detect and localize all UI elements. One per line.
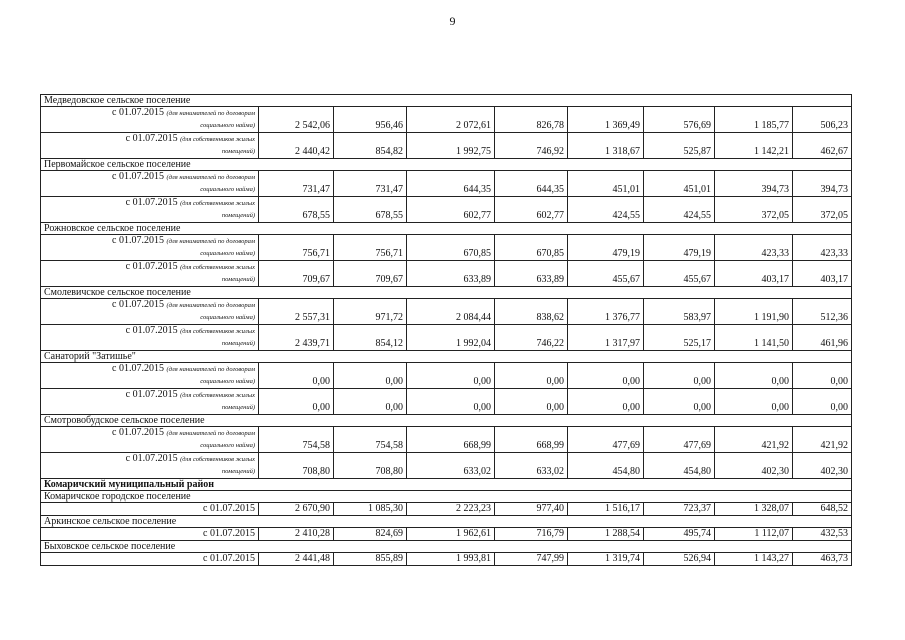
tariff-value-cell: 0,00 — [715, 363, 793, 389]
row-note: (для собственников жилых — [180, 392, 255, 399]
tariff-value-cell: 731,47 — [259, 171, 334, 197]
tariff-value-cell: 678,55 — [259, 197, 334, 223]
tariff-value-cell: 454,80 — [644, 453, 715, 479]
tariff-value-cell: 432,53 — [793, 528, 852, 541]
row-note-continued: помещений) — [221, 212, 255, 219]
tariff-value-cell: 525,17 — [644, 325, 715, 351]
tariff-value-cell: 0,00 — [495, 389, 568, 415]
tariff-value-cell: 0,00 — [259, 389, 334, 415]
district-header-row — [41, 479, 852, 491]
effective-date: с 01.07.2015 — [112, 235, 164, 246]
tariff-value-cell: 1 085,30 — [334, 503, 407, 516]
row-note: (для нанимателей по договорам — [166, 238, 255, 245]
tariff-value-cell: 826,78 — [495, 107, 568, 133]
tariff-value-cell: 421,92 — [793, 427, 852, 453]
row-note-continued: социального найма) — [200, 442, 255, 449]
tariff-value-cell: 506,23 — [793, 107, 852, 133]
row-label — [41, 261, 259, 287]
tariff-value-cell: 754,58 — [334, 427, 407, 453]
row-label — [41, 235, 259, 261]
effective-date: с 01.07.2015 — [203, 528, 255, 539]
tariff-value-cell: 0,00 — [259, 363, 334, 389]
tariff-value-cell: 633,89 — [407, 261, 495, 287]
tariff-value-cell: 372,05 — [715, 197, 793, 223]
section-title: Комаричское городское поселение — [41, 491, 852, 503]
section-title: Смолевичское сельское поселение — [41, 287, 852, 299]
section-title: Комаричский муниципальный район — [41, 479, 852, 491]
row-note: (для нанимателей по договорам — [166, 430, 255, 437]
tariff-value-cell: 746,22 — [495, 325, 568, 351]
tariff-value-cell: 0,00 — [644, 389, 715, 415]
settlement-header-row — [41, 287, 852, 299]
tariff-value-cell: 394,73 — [715, 171, 793, 197]
tariff-value-cell: 709,67 — [334, 261, 407, 287]
settlement-header-row — [41, 516, 852, 528]
tariff-value-cell: 1 962,61 — [407, 528, 495, 541]
section-title: Санаторий "Затишье" — [41, 351, 852, 363]
tariff-value-cell: 402,30 — [715, 453, 793, 479]
tariff-value-cell: 1 143,27 — [715, 553, 793, 566]
tariff-value-cell: 670,85 — [495, 235, 568, 261]
tariff-value-cell: 402,30 — [793, 453, 852, 479]
tariff-value-cell: 644,35 — [495, 171, 568, 197]
row-note-continued: помещений) — [221, 340, 255, 347]
tariff-value-cell: 512,36 — [793, 299, 852, 325]
tariff-value-cell: 2 440,42 — [259, 133, 334, 159]
tariff-value-cell: 424,55 — [568, 197, 644, 223]
tariff-value-cell: 1 191,90 — [715, 299, 793, 325]
tariff-value-cell: 716,79 — [495, 528, 568, 541]
row-label — [41, 299, 259, 325]
row-label — [41, 389, 259, 415]
tariff-value-cell: 1 185,77 — [715, 107, 793, 133]
tariff-value-cell: 1 318,67 — [568, 133, 644, 159]
tariff-value-cell: 709,67 — [259, 261, 334, 287]
row-label — [41, 133, 259, 159]
table-row — [41, 261, 852, 287]
tariff-value-cell: 477,69 — [568, 427, 644, 453]
tariff-value-cell: 526,94 — [644, 553, 715, 566]
tariff-value-cell: 463,73 — [793, 553, 852, 566]
row-label — [41, 197, 259, 223]
settlement-header-row — [41, 351, 852, 363]
tariff-value-cell: 824,69 — [334, 528, 407, 541]
row-note: (для собственников жилых — [180, 200, 255, 207]
row-note-continued: помещений) — [221, 404, 255, 411]
row-label — [41, 453, 259, 479]
table-row — [41, 453, 852, 479]
effective-date: с 01.07.2015 — [112, 427, 164, 438]
section-title: Быховское сельское поселение — [41, 541, 852, 553]
table-row — [41, 389, 852, 415]
table-row — [41, 427, 852, 453]
section-title: Рожновское сельское поселение — [41, 223, 852, 235]
tariff-value-cell: 454,80 — [568, 453, 644, 479]
table-row — [41, 503, 852, 516]
tariff-value-cell: 0,00 — [793, 389, 852, 415]
tariff-value-cell: 668,99 — [407, 427, 495, 453]
row-note: (для собственников жилых — [180, 264, 255, 271]
tariff-value-cell: 583,97 — [644, 299, 715, 325]
row-note-continued: социального найма) — [200, 314, 255, 321]
tariff-value-cell: 746,92 — [495, 133, 568, 159]
effective-date: с 01.07.2015 — [125, 197, 178, 208]
row-note: (для собственников жилых — [180, 456, 255, 463]
tariff-value-cell: 731,47 — [334, 171, 407, 197]
section-title: Смотровобудское сельское поселение — [41, 415, 852, 427]
tariff-value-cell: 648,52 — [793, 503, 852, 516]
tariff-value-cell: 1 992,04 — [407, 325, 495, 351]
settlement-header-row — [41, 415, 852, 427]
tariff-value-cell: 0,00 — [495, 363, 568, 389]
effective-date: с 01.07.2015 — [125, 325, 178, 336]
tariff-value-cell: 477,69 — [644, 427, 715, 453]
tariff-value-cell: 479,19 — [644, 235, 715, 261]
tariff-value-cell: 2 441,48 — [259, 553, 334, 566]
tariff-value-cell: 602,77 — [495, 197, 568, 223]
row-note-continued: помещений) — [221, 468, 255, 475]
tariff-value-cell: 403,17 — [715, 261, 793, 287]
tariff-value-cell: 479,19 — [568, 235, 644, 261]
tariff-value-cell: 0,00 — [334, 363, 407, 389]
tariff-value-cell: 1 142,21 — [715, 133, 793, 159]
row-note-continued: помещений) — [221, 276, 255, 283]
tariff-value-cell: 854,12 — [334, 325, 407, 351]
settlement-header-row — [41, 159, 852, 171]
tariff-value-cell: 1 516,17 — [568, 503, 644, 516]
table-row — [41, 171, 852, 197]
tariff-value-cell: 956,46 — [334, 107, 407, 133]
tariff-value-cell: 2 542,06 — [259, 107, 334, 133]
tariff-value-cell: 1 328,07 — [715, 503, 793, 516]
row-note: (для собственников жилых — [180, 328, 255, 335]
tariff-value-cell: 668,99 — [495, 427, 568, 453]
row-note-continued: помещений) — [221, 148, 255, 155]
tariff-value-cell: 708,80 — [334, 453, 407, 479]
table-row — [41, 363, 852, 389]
tariff-value-cell: 855,89 — [334, 553, 407, 566]
table-row — [41, 133, 852, 159]
tariff-value-cell: 756,71 — [259, 235, 334, 261]
tariff-value-cell: 0,00 — [334, 389, 407, 415]
tariff-value-cell: 2 084,44 — [407, 299, 495, 325]
row-label — [41, 503, 259, 516]
tariff-value-cell: 2 072,61 — [407, 107, 495, 133]
tariff-value-cell: 977,40 — [495, 503, 568, 516]
tariff-value-cell: 0,00 — [407, 363, 495, 389]
table-row — [41, 235, 852, 261]
row-note-continued: социального найма) — [200, 122, 255, 129]
tariff-value-cell: 838,62 — [495, 299, 568, 325]
effective-date: с 01.07.2015 — [125, 261, 178, 272]
tariff-value-cell: 2 223,23 — [407, 503, 495, 516]
effective-date: с 01.07.2015 — [203, 503, 255, 514]
tariff-value-cell: 451,01 — [568, 171, 644, 197]
tariff-value-cell: 423,33 — [793, 235, 852, 261]
row-note-continued: социального найма) — [200, 250, 255, 257]
tariff-value-cell: 1 369,49 — [568, 107, 644, 133]
row-note-continued: социального найма) — [200, 378, 255, 385]
tariff-value-cell: 423,33 — [715, 235, 793, 261]
tariff-value-cell: 455,67 — [644, 261, 715, 287]
tariff-value-cell: 2 557,31 — [259, 299, 334, 325]
effective-date: с 01.07.2015 — [203, 553, 255, 564]
tariff-value-cell: 1 317,97 — [568, 325, 644, 351]
tariff-value-cell: 525,87 — [644, 133, 715, 159]
row-label — [41, 553, 259, 566]
section-title: Первомайское сельское поселение — [41, 159, 852, 171]
table-row — [41, 197, 852, 223]
settlement-header-row — [41, 223, 852, 235]
tariff-value-cell: 462,67 — [793, 133, 852, 159]
tariff-value-cell: 455,67 — [568, 261, 644, 287]
tariff-value-cell: 747,99 — [495, 553, 568, 566]
tariff-value-cell: 461,96 — [793, 325, 852, 351]
row-label — [41, 363, 259, 389]
tariff-value-cell: 854,82 — [334, 133, 407, 159]
tariff-value-cell: 754,58 — [259, 427, 334, 453]
settlement-header-row — [41, 491, 852, 503]
row-note: (для нанимателей по договорам — [166, 110, 255, 117]
tariff-value-cell: 1 993,81 — [407, 553, 495, 566]
tariff-value-cell: 678,55 — [334, 197, 407, 223]
tariff-value-cell: 2 410,28 — [259, 528, 334, 541]
row-note: (для собственников жилых — [180, 136, 255, 143]
row-label — [41, 427, 259, 453]
effective-date: с 01.07.2015 — [112, 299, 164, 310]
row-label — [41, 325, 259, 351]
effective-date: с 01.07.2015 — [125, 453, 178, 464]
row-note: (для нанимателей по договорам — [166, 302, 255, 309]
tariff-value-cell: 1 288,54 — [568, 528, 644, 541]
row-label — [41, 107, 259, 133]
tariff-value-cell: 495,74 — [644, 528, 715, 541]
effective-date: с 01.07.2015 — [125, 389, 178, 400]
tariff-value-cell: 2 439,71 — [259, 325, 334, 351]
row-note-continued: социального найма) — [200, 186, 255, 193]
tariff-table — [40, 94, 852, 566]
tariff-value-cell: 0,00 — [644, 363, 715, 389]
tariff-value-cell: 1 319,74 — [568, 553, 644, 566]
section-title: Медведовское сельское поселение — [41, 95, 852, 107]
tariff-value-cell: 576,69 — [644, 107, 715, 133]
row-note: (для нанимателей по договорам — [166, 174, 255, 181]
tariff-value-cell: 633,02 — [495, 453, 568, 479]
tariff-value-cell: 421,92 — [715, 427, 793, 453]
page-number: 9 — [449, 14, 456, 28]
effective-date: с 01.07.2015 — [125, 133, 178, 144]
table-row — [41, 528, 852, 541]
tariff-value-cell: 0,00 — [715, 389, 793, 415]
tariff-value-cell: 403,17 — [793, 261, 852, 287]
row-label — [41, 171, 259, 197]
tariff-value-cell: 708,80 — [259, 453, 334, 479]
tariff-value-cell: 1 992,75 — [407, 133, 495, 159]
tariff-value-cell: 1 141,50 — [715, 325, 793, 351]
row-label — [41, 528, 259, 541]
table-row — [41, 107, 852, 133]
tariff-value-cell: 2 670,90 — [259, 503, 334, 516]
tariff-value-cell: 971,72 — [334, 299, 407, 325]
table-row — [41, 299, 852, 325]
tariff-value-cell: 424,55 — [644, 197, 715, 223]
effective-date: с 01.07.2015 — [112, 107, 164, 118]
tariff-value-cell: 633,89 — [495, 261, 568, 287]
tariff-value-cell: 394,73 — [793, 171, 852, 197]
tariff-value-cell: 0,00 — [793, 363, 852, 389]
row-note: (для нанимателей по договорам — [166, 366, 255, 373]
table-row — [41, 325, 852, 351]
tariff-value-cell: 723,37 — [644, 503, 715, 516]
tariff-value-cell: 633,02 — [407, 453, 495, 479]
tariff-value-cell: 0,00 — [568, 363, 644, 389]
tariff-value-cell: 670,85 — [407, 235, 495, 261]
effective-date: с 01.07.2015 — [112, 171, 164, 182]
tariff-value-cell: 451,01 — [644, 171, 715, 197]
effective-date: с 01.07.2015 — [112, 363, 164, 374]
tariff-value-cell: 644,35 — [407, 171, 495, 197]
settlement-header-row — [41, 95, 852, 107]
tariff-value-cell: 1 376,77 — [568, 299, 644, 325]
tariff-value-cell: 1 112,07 — [715, 528, 793, 541]
tariff-value-cell: 756,71 — [334, 235, 407, 261]
tariff-value-cell: 602,77 — [407, 197, 495, 223]
tariff-value-cell: 0,00 — [407, 389, 495, 415]
settlement-header-row — [41, 541, 852, 553]
table-row — [41, 553, 852, 566]
tariff-value-cell: 0,00 — [568, 389, 644, 415]
tariff-value-cell: 372,05 — [793, 197, 852, 223]
section-title: Аркинское сельское поселение — [41, 516, 852, 528]
tariff-table-body — [41, 95, 852, 566]
